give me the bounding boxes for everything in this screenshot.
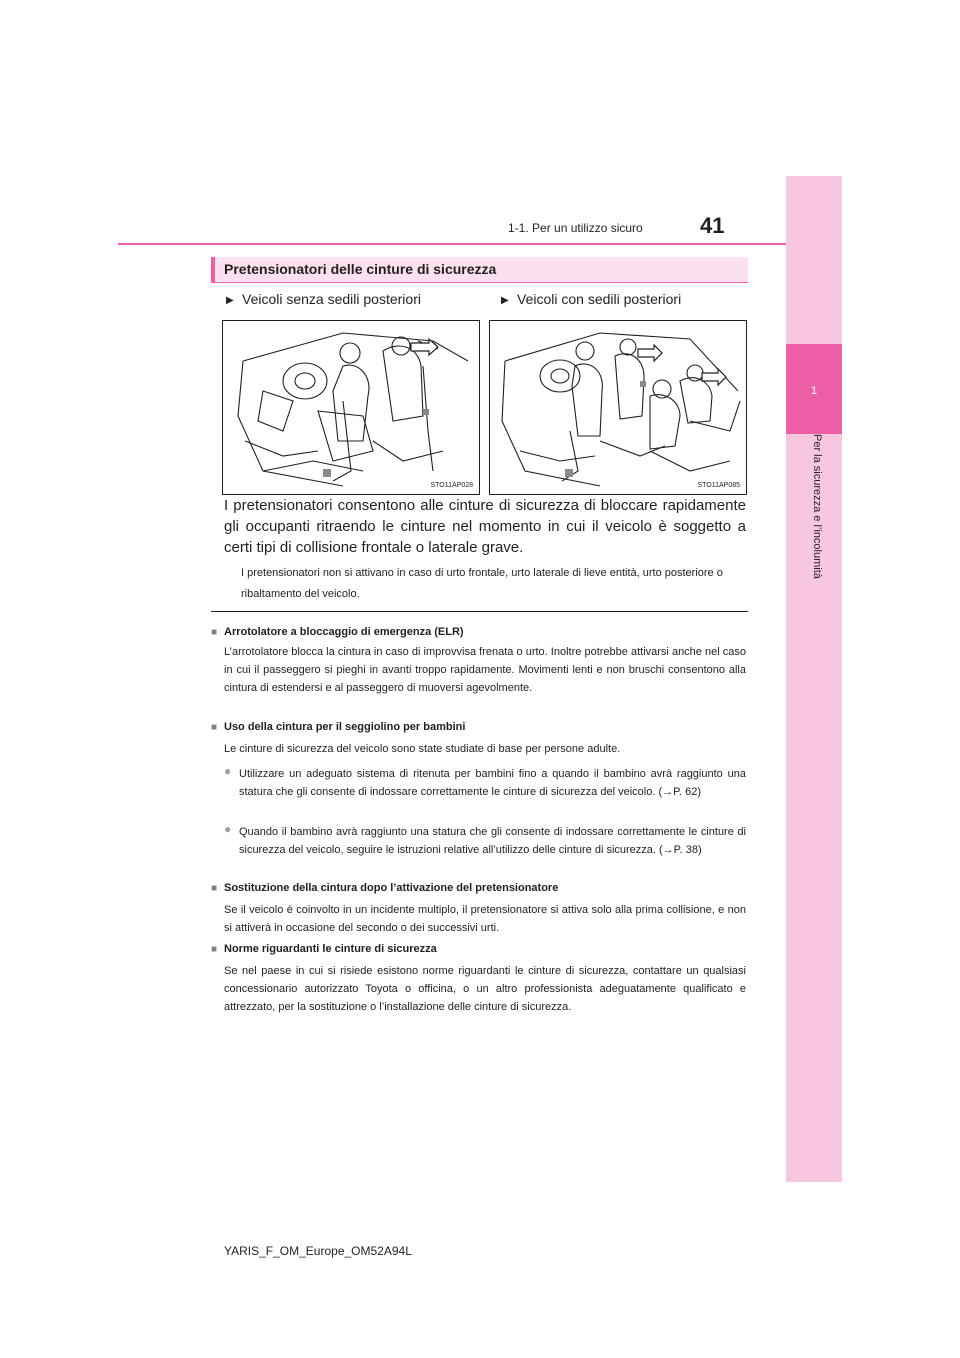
note-bullet: Utilizzare un adeguato sistema di ritenuta per bambini fino a quando il bambino avrà raggiunto una statura che gli consente di indossare correttamente le cinture di sicurezza del veicolo. (→P. 62) — [239, 768, 746, 798]
chapter-title: Per la sicurezza e l’incolumità — [811, 434, 823, 579]
divider — [211, 611, 748, 612]
note-heading: Uso della cintura per il seggiolino per bambini — [224, 721, 466, 733]
chapter-number: 1 — [810, 385, 818, 397]
triangle-arrow-icon: ▶ — [226, 295, 234, 306]
circle-bullet-icon: ● — [224, 764, 232, 778]
illustration-no-rear-seats — [222, 320, 480, 495]
section-heading-rule — [211, 282, 748, 283]
car-interior-illustration — [490, 321, 746, 494]
note-bullet: Quando il bambino avrà raggiunto una statura che gli consente di indossare correttamente le cinture di sicurezza del veicolo, seguire le istruzioni relative all’utilizzo delle cinture di sicurezza. (→P. 38) — [239, 826, 746, 856]
note-text: L’arrotolatore blocca la cintura in caso di improvvisa frenata o urto. Inoltre potrebbe attivarsi anche nel caso in cui il passeggero si pieghi in avanti troppo rapidamente. Movimenti lenti e non bruschi consentono alla cintura di estendersi e al passeggero di muoversi agevolmente. — [224, 646, 746, 694]
note-text: Se il veicolo è coinvolto in un incidente multiplo, il pretensionatore si attiva solo alla prima collisione, e non si attiverà in occasione del secondo o dei successivi urti. — [224, 904, 746, 934]
body-text: I pretensionatori consentono alle cinture di sicurezza di bloccare rapidamente gli occupanti ritraendo le cinture nel momento in cui il veicolo è soggetto a certi tipi di collisione frontale o laterale grave. — [224, 497, 746, 556]
variant-label-no-rear-seats: Veicoli senza sedili posteriori — [242, 291, 421, 307]
page-number: 41 — [700, 213, 725, 238]
header-rule — [118, 243, 786, 245]
square-bullet-icon: ■ — [211, 883, 218, 894]
note-text: Le cinture di sicurezza del veicolo sono state studiate di base per persone adulte. — [224, 743, 621, 755]
note-text: Se nel paese in cui si risiede esistono norme riguardanti le cinture di sicurezza, contattare un qualsiasi concessionario autorizzato Toyota o officina, o un altro professionista adeguatamente qualificato e attrezzato, per la sostituzione o l’installazione delle cinture di sicurezza. — [224, 965, 746, 1013]
figure-code: STO11AP085 — [697, 482, 740, 489]
body-note: I pretensionatori non si attivano in caso di urto frontale, urto laterale di lieve entità, urto posteriore o ribaltamento del veicolo. — [241, 567, 723, 600]
section-heading: Pretensionatori delle cinture di sicurezza — [224, 261, 497, 277]
figure-code: STO11AP028 — [430, 482, 473, 489]
section-breadcrumb: 1-1. Per un utilizzo sicuro — [508, 221, 643, 235]
note-heading: Norme riguardanti le cinture di sicurezza — [224, 943, 437, 955]
chapter-side-tab — [786, 176, 842, 1182]
circle-bullet-icon: ● — [224, 822, 232, 836]
note-heading: Sostituzione della cintura dopo l’attivazione del pretensionatore — [224, 882, 559, 894]
square-bullet-icon: ■ — [211, 722, 218, 733]
note-heading: Arrotolatore a bloccaggio di emergenza (ELR) — [224, 626, 464, 638]
document-code-footer: YARIS_F_OM_Europe_OM52A94L — [224, 1244, 412, 1258]
square-bullet-icon: ■ — [211, 944, 218, 955]
variant-label-rear-seats: Veicoli con sedili posteriori — [517, 291, 682, 307]
illustration-rear-seats — [489, 320, 747, 495]
square-bullet-icon: ■ — [211, 627, 218, 638]
triangle-arrow-icon: ▶ — [501, 295, 509, 306]
car-interior-illustration — [223, 321, 479, 494]
